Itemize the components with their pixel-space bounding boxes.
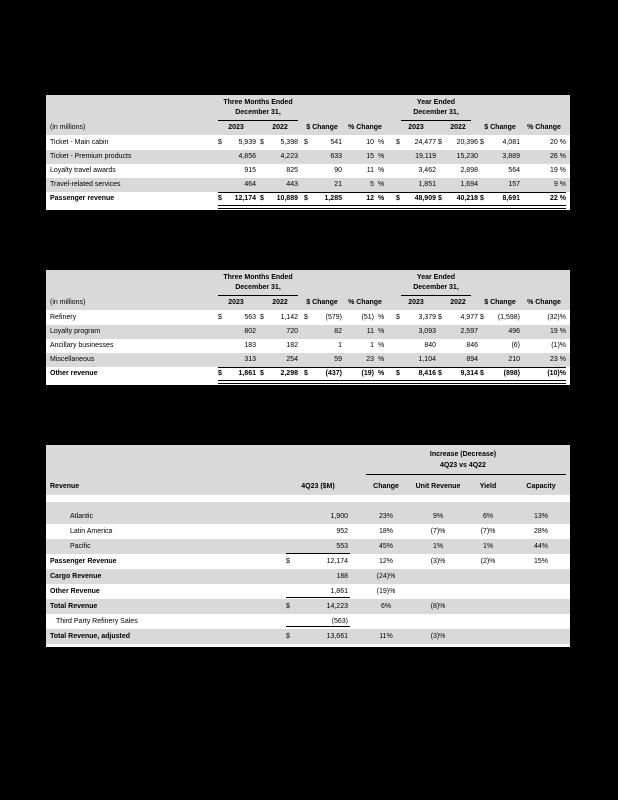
yield-value (470, 614, 506, 629)
row-label: Loyalty travel awards (50, 167, 116, 174)
column-header-pct-change: % Change (348, 124, 382, 131)
value-2022-year: 15,230 (456, 153, 478, 160)
column-header-revenue: Revenue (50, 483, 80, 490)
value-2023-year: 24,477 (414, 139, 436, 146)
value-2022-year: 20,396 (456, 139, 478, 146)
value-2023-year: 19,119 (415, 153, 436, 160)
group-header-increase-decrease: Increase (Decrease) (429, 451, 497, 458)
value-2022-year: 894 (466, 356, 478, 363)
row-label: Total Revenue (50, 603, 98, 610)
column-header-label: (in millions) (50, 299, 86, 306)
group-header-year: Year Ended (416, 274, 456, 281)
row-label: Refinery (50, 314, 77, 321)
change-value: 23% (378, 513, 393, 520)
dollar-change-q4: 82 (334, 328, 342, 335)
pct-change-year: (10)% (547, 370, 566, 377)
row-label: Ancillary businesses (50, 342, 114, 349)
currency-symbol: $ (286, 633, 290, 640)
value-2023-q4: 464 (244, 181, 256, 188)
currency-symbol: $ (438, 370, 442, 377)
table-row (46, 164, 570, 178)
currency-symbol: $ (480, 370, 484, 377)
row-label: Passenger Revenue (50, 558, 117, 565)
pct-change-q4: 15 (366, 153, 374, 160)
total-rule (218, 205, 566, 209)
change-value: 12% (378, 558, 393, 565)
column-header-pct-change: % Change (527, 124, 561, 131)
unit-revenue-value: (7)% (430, 528, 446, 535)
yield-value: (7)% (480, 528, 496, 535)
table-row (46, 150, 570, 164)
subtotal-rule (218, 367, 566, 368)
value-2022-year: 1,694 (460, 181, 478, 188)
table-row (46, 311, 570, 325)
pct-sign: % (378, 167, 385, 174)
currency-symbol: $ (218, 139, 222, 146)
pct-change-q4: (51) (361, 314, 374, 321)
subtotal-rule (286, 553, 350, 554)
dollar-change-q4: 1,285 (324, 195, 342, 202)
table-row (46, 539, 570, 554)
currency-symbol: $ (480, 195, 484, 202)
dollar-change-q4: 541 (330, 139, 342, 146)
pct-sign: % (378, 328, 385, 335)
pct-change-q4: (19) (361, 370, 374, 377)
amount-value: 188 (336, 573, 348, 580)
value-2023-q4: 183 (244, 342, 256, 349)
dollar-change-year: 4,081 (502, 139, 520, 146)
currency-symbol: $ (260, 370, 264, 377)
unit-revenue-value: (3)% (430, 633, 446, 640)
value-2023-q4: 4,856 (238, 153, 256, 160)
value-2023-q4: 313 (244, 356, 256, 363)
pct-change-q4: 10 (366, 139, 374, 146)
column-header-dollar-change: $ Change (484, 124, 516, 131)
value-2023-year: 3,379 (418, 314, 436, 321)
table-row (46, 524, 570, 539)
pct-change-q4: 11 (366, 167, 374, 174)
capacity-value (516, 599, 566, 614)
table-row (46, 599, 570, 614)
table-row (46, 136, 570, 150)
unit-revenue-value (410, 584, 466, 599)
row-label: Cargo Revenue (50, 573, 102, 580)
value-2022-q4: 825 (286, 167, 298, 174)
group-header-three-months-date: December 31, (235, 109, 281, 116)
group-header-three-months-date: December 31, (235, 284, 281, 291)
pct-change-q4: 5 (370, 181, 374, 188)
column-header-unit-revenue: Unit Revenue (415, 483, 461, 490)
amount-value: 14,223 (326, 603, 348, 610)
group-header-three-months: Three Months Ended (223, 99, 293, 106)
value-2023-q4: 1,861 (238, 370, 256, 377)
currency-symbol: $ (480, 314, 484, 321)
currency-symbol: $ (396, 314, 400, 321)
group-header-year: Year Ended (416, 99, 456, 106)
column-header-amount: 4Q23 ($M) (301, 483, 335, 490)
table-row (46, 554, 570, 569)
currency-symbol: $ (218, 370, 222, 377)
pct-change-year: 22 % (550, 195, 566, 202)
change-value (364, 614, 408, 629)
value-2022-q4: 1,142 (280, 314, 298, 321)
dollar-change-year: 564 (508, 167, 520, 174)
pct-change-year: 23 % (550, 356, 566, 363)
dollar-change-q4: 633 (330, 153, 342, 160)
currency-symbol: $ (438, 139, 442, 146)
table-row (46, 178, 570, 192)
change-value: 11% (379, 633, 393, 640)
currency-symbol: $ (396, 139, 400, 146)
group-header-year-date: December 31, (413, 109, 459, 116)
value-2022-year: 9,314 (460, 370, 478, 377)
value-2022-year: 4,977 (460, 314, 478, 321)
row-label: Third Party Refinery Sales (56, 618, 138, 625)
change-value: 6% (380, 603, 392, 610)
change-value: 18% (378, 528, 393, 535)
value-2022-q4: 254 (286, 356, 298, 363)
column-header-change: Change (373, 483, 399, 490)
value-2023-year: 48,909 (414, 195, 436, 202)
table-row (46, 629, 570, 644)
table-header-band (46, 95, 570, 121)
value-2022-q4: 443 (286, 181, 298, 188)
amount-value: 13,661 (326, 633, 348, 640)
unit-revenue-value: (3)% (430, 558, 446, 565)
change-value: 45% (378, 543, 393, 550)
table-row (46, 325, 570, 339)
value-2022-q4: 2,298 (280, 370, 298, 377)
value-2023-year: 1,104 (418, 356, 436, 363)
value-2022-year: 40,218 (456, 195, 478, 202)
value-2022-q4: 720 (286, 328, 298, 335)
row-label: Ticket - Main cabin (50, 139, 109, 146)
value-2022-q4: 5,398 (280, 139, 298, 146)
pct-change-year: (1)% (551, 342, 566, 349)
dollar-change-q4: 21 (334, 181, 342, 188)
column-header-yield: Yield (479, 483, 497, 490)
yield-value (470, 629, 506, 644)
capacity-value: 44% (533, 543, 548, 550)
table-row (46, 509, 570, 524)
dollar-change-year: 8,691 (502, 195, 520, 202)
row-label: Pacific (70, 543, 91, 550)
total-rule (218, 380, 566, 384)
row-label: Loyalty program (50, 328, 101, 335)
yield-value (470, 599, 506, 614)
currency-symbol: $ (218, 195, 222, 202)
value-2023-year: 3,462 (418, 167, 436, 174)
value-2023-year: 3,093 (418, 328, 436, 335)
column-header-2023: 2023 (228, 299, 244, 306)
column-header-2022: 2022 (272, 124, 288, 131)
value-2023-q4: 12,174 (234, 195, 256, 202)
row-label: Other Revenue (50, 588, 100, 595)
pct-change-q4: 12 (366, 195, 374, 202)
currency-symbol: $ (304, 139, 308, 146)
value-2023-year: 8,416 (418, 370, 436, 377)
value-2022-q4: 10,889 (276, 195, 298, 202)
revenue-by-region-table (46, 445, 570, 647)
value-2023-q4: 915 (244, 167, 256, 174)
pct-sign: % (378, 356, 385, 363)
underline (366, 474, 566, 475)
value-2022-q4: 4,223 (280, 153, 298, 160)
column-header-dollar-change: $ Change (306, 124, 338, 131)
pct-change-year: 19 % (550, 167, 566, 174)
column-header-dollar-change: $ Change (484, 299, 516, 306)
pct-change-q4: 23 (366, 356, 374, 363)
group-header-three-months: Three Months Ended (223, 274, 293, 281)
capacity-value: 15% (533, 558, 548, 565)
column-header-2022: 2022 (450, 124, 466, 131)
dollar-change-year: (1,598) (497, 314, 520, 321)
row-label: Miscellaneous (50, 356, 95, 363)
unit-revenue-value (410, 569, 466, 584)
currency-symbol: $ (260, 139, 264, 146)
value-2022-q4: 182 (286, 342, 298, 349)
currency-symbol: $ (396, 370, 400, 377)
table-row (46, 339, 570, 353)
row-label: Latin America (70, 528, 113, 535)
value-2023-q4: 563 (244, 314, 256, 321)
subtotal-rule (218, 192, 566, 193)
change-value: (19)% (376, 588, 396, 595)
yield-value: 1% (482, 543, 494, 550)
amount-value: 1,861 (330, 588, 348, 595)
pct-sign: % (378, 181, 385, 188)
amount-value: 553 (336, 543, 348, 550)
dollar-change-year: 157 (508, 181, 520, 188)
subtotal-rule (286, 597, 350, 598)
value-2022-year: 2,597 (460, 328, 478, 335)
row-label: Ticket - Premium products (50, 153, 132, 160)
capacity-value: 13% (533, 513, 548, 520)
dollar-change-q4: 1 (338, 342, 342, 349)
pct-sign: % (378, 370, 385, 377)
pct-change-year: 20 % (550, 139, 566, 146)
column-header-row (46, 296, 570, 310)
value-2023-year: 840 (424, 342, 436, 349)
unit-revenue-value: 9% (432, 513, 444, 520)
pct-sign: % (378, 139, 385, 146)
column-header-2022: 2022 (450, 299, 466, 306)
dollar-change-q4: (437) (325, 370, 342, 377)
currency-symbol: $ (480, 139, 484, 146)
pct-sign: % (378, 342, 385, 349)
column-header-capacity: Capacity (526, 483, 556, 490)
yield-value: 6% (482, 513, 494, 520)
yield-value (470, 569, 506, 584)
other-revenue-table (46, 270, 570, 385)
dollar-change-q4: 90 (334, 167, 342, 174)
passenger-revenue-table (46, 95, 570, 210)
change-value: (24)% (376, 573, 396, 580)
currency-symbol: $ (260, 195, 264, 202)
currency-symbol: $ (286, 558, 290, 565)
yield-value: (2)% (480, 558, 496, 565)
currency-symbol: $ (304, 314, 308, 321)
currency-symbol: $ (304, 370, 308, 377)
column-header-2022: 2022 (272, 299, 288, 306)
pct-change-year: (32)% (547, 314, 566, 321)
amount-value: (563) (331, 618, 348, 625)
pct-change-q4: 1 (370, 342, 374, 349)
currency-symbol: $ (304, 195, 308, 202)
value-2023-year: 1,851 (418, 181, 436, 188)
currency-symbol: $ (396, 195, 400, 202)
currency-symbol: $ (438, 314, 442, 321)
row-label: Other revenue (50, 370, 98, 377)
unit-revenue-value (410, 614, 466, 629)
currency-symbol: $ (286, 603, 290, 610)
capacity-value (516, 629, 566, 644)
dollar-change-q4: 59 (334, 356, 342, 363)
table-row (46, 569, 570, 584)
capacity-value (516, 584, 566, 599)
group-header-quarter-comparison: 4Q23 vs 4Q22 (440, 462, 486, 469)
capacity-value: 28% (533, 528, 548, 535)
capacity-value (516, 614, 566, 629)
subtotal-rule (286, 626, 350, 627)
currency-symbol: $ (260, 314, 264, 321)
column-header-2023: 2023 (408, 124, 424, 131)
total-row (46, 192, 570, 206)
column-header-row (46, 121, 570, 135)
total-row (46, 367, 570, 381)
value-2022-year: 2,898 (460, 167, 478, 174)
dollar-change-q4: (579) (325, 314, 342, 321)
column-header-pct-change: % Change (348, 299, 382, 306)
column-header-label: (in millions) (50, 124, 86, 131)
column-header-2023: 2023 (408, 299, 424, 306)
yield-value (470, 584, 506, 599)
pct-change-year: 9 % (553, 181, 566, 188)
amount-value: 1,900 (330, 513, 348, 520)
dollar-change-year: (6) (511, 342, 520, 349)
dollar-change-year: 496 (508, 328, 520, 335)
amount-value: 952 (336, 528, 348, 535)
value-2023-q4: 5,939 (238, 139, 256, 146)
value-2022-year: 846 (466, 342, 478, 349)
currency-symbol: $ (218, 314, 222, 321)
table-row (46, 353, 570, 367)
pct-sign: % (378, 153, 385, 160)
unit-revenue-value: 1% (432, 543, 444, 550)
table-header-band (46, 270, 570, 296)
dollar-change-year: 210 (508, 356, 520, 363)
pct-change-year: 26 % (550, 153, 566, 160)
column-header-dollar-change: $ Change (306, 299, 338, 306)
capacity-value (516, 569, 566, 584)
column-header-2023: 2023 (228, 124, 244, 131)
dollar-change-year: 3,889 (502, 153, 520, 160)
pct-sign: % (378, 195, 385, 202)
table-header-band (46, 445, 570, 495)
group-header-year-date: December 31, (413, 284, 459, 291)
pct-change-year: 19 % (550, 328, 566, 335)
column-header-pct-change: % Change (527, 299, 561, 306)
currency-symbol: $ (438, 195, 442, 202)
row-label: Passenger revenue (50, 195, 115, 202)
value-2023-q4: 802 (244, 328, 256, 335)
row-label: Atlantic (70, 513, 93, 520)
pct-change-q4: 11 (366, 328, 374, 335)
unit-revenue-value: (8)% (430, 603, 446, 610)
row-label: Travel-related services (50, 181, 121, 188)
amount-value: 12,174 (326, 558, 348, 565)
row-label: Total Revenue, adjusted (50, 633, 130, 640)
pct-sign: % (378, 314, 385, 321)
dollar-change-year: (898) (503, 370, 520, 377)
